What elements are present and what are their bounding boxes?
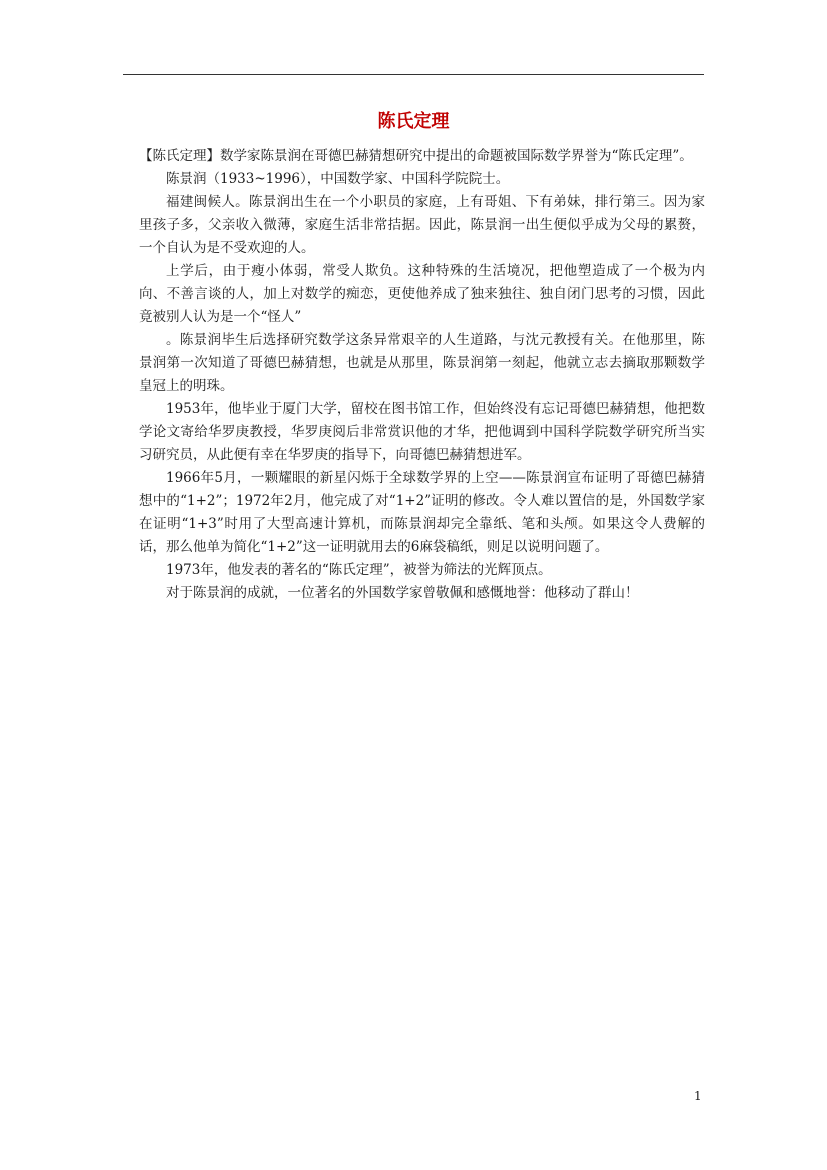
paragraph-1953: 1953年，他毕业于厦门大学，留校在图书馆工作，但始终没有忘记哥德巴赫猜想，他把数学论文寄给华罗庚教授，华罗庚阅后非常赏识他的才华，把他调到中国科学院数学研究所当实习研究员，从此便有幸在华罗庚的指导下，向哥德巴赫猜想进军。	[139, 401, 705, 463]
body-text	[139, 145, 705, 605]
page-title: 陈氏定理	[377, 111, 450, 132]
paragraph-acclaim: 对于陈景润的成就，一位著名的外国数学家曾敬佩和感慨地誉：他移动了群山！	[166, 585, 639, 601]
paragraph-bio: 陈景润（1933~1996），中国数学家、中国科学院院士。	[166, 171, 510, 187]
paragraph-1973: 1973年，他发表的著名的“陈氏定理”，被誉为筛法的光辉顶点。	[166, 562, 552, 578]
page-number: 1	[694, 1089, 702, 1103]
header-rule	[123, 74, 704, 75]
paragraph-school: 上学后，由于瘦小体弱，常受人欺负。这种特殊的生活境况，把他塑造成了一个极为内向、不善言谈的人，加上对数学的痴恋，更使他养成了独来独往、独自闭门思考的习惯，因此竟被别人认为是一个“怪人”	[139, 263, 705, 325]
paragraph-career-choice: 。陈景润毕生后选择研究数学这条异常艰辛的人生道路，与沈元教授有关。在他那里，陈景润第一次知道了哥德巴赫猜想，也就是从那里，陈景润第一刻起，他就立志去摘取那颗数学皇冠上的明珠。	[139, 332, 705, 394]
paragraph-1966: 1966年5月，一颗耀眼的新星闪烁于全球数学界的上空——陈景润宣布证明了哥德巴赫猜想中的“1+2”；1972年2月，他完成了对“1+2”证明的修改。令人难以置信的是，外国数学家在证明“1+3”时用了大型高速计算机，而陈景润却完全靠纸、笔和头颅。如果这令人费解的话，那么他单为简化“1+2”这一证明就用去的6麻袋稿纸，则足以说明问题了。	[139, 470, 705, 555]
paragraph-family: 福建闽候人。陈景润出生在一个小职员的家庭，上有哥姐、下有弟妹，排行第三。因为家里孩子多，父亲收入微薄，家庭生活非常拮据。因此，陈景润一出生便似乎成为父母的累赘，一个自认为是不受欢迎的人。	[139, 194, 705, 256]
paragraph-intro: 【陈氏定理】数学家陈景润在哥德巴赫猜想研究中提出的命题被国际数学界誉为“陈氏定理”。	[139, 148, 693, 164]
